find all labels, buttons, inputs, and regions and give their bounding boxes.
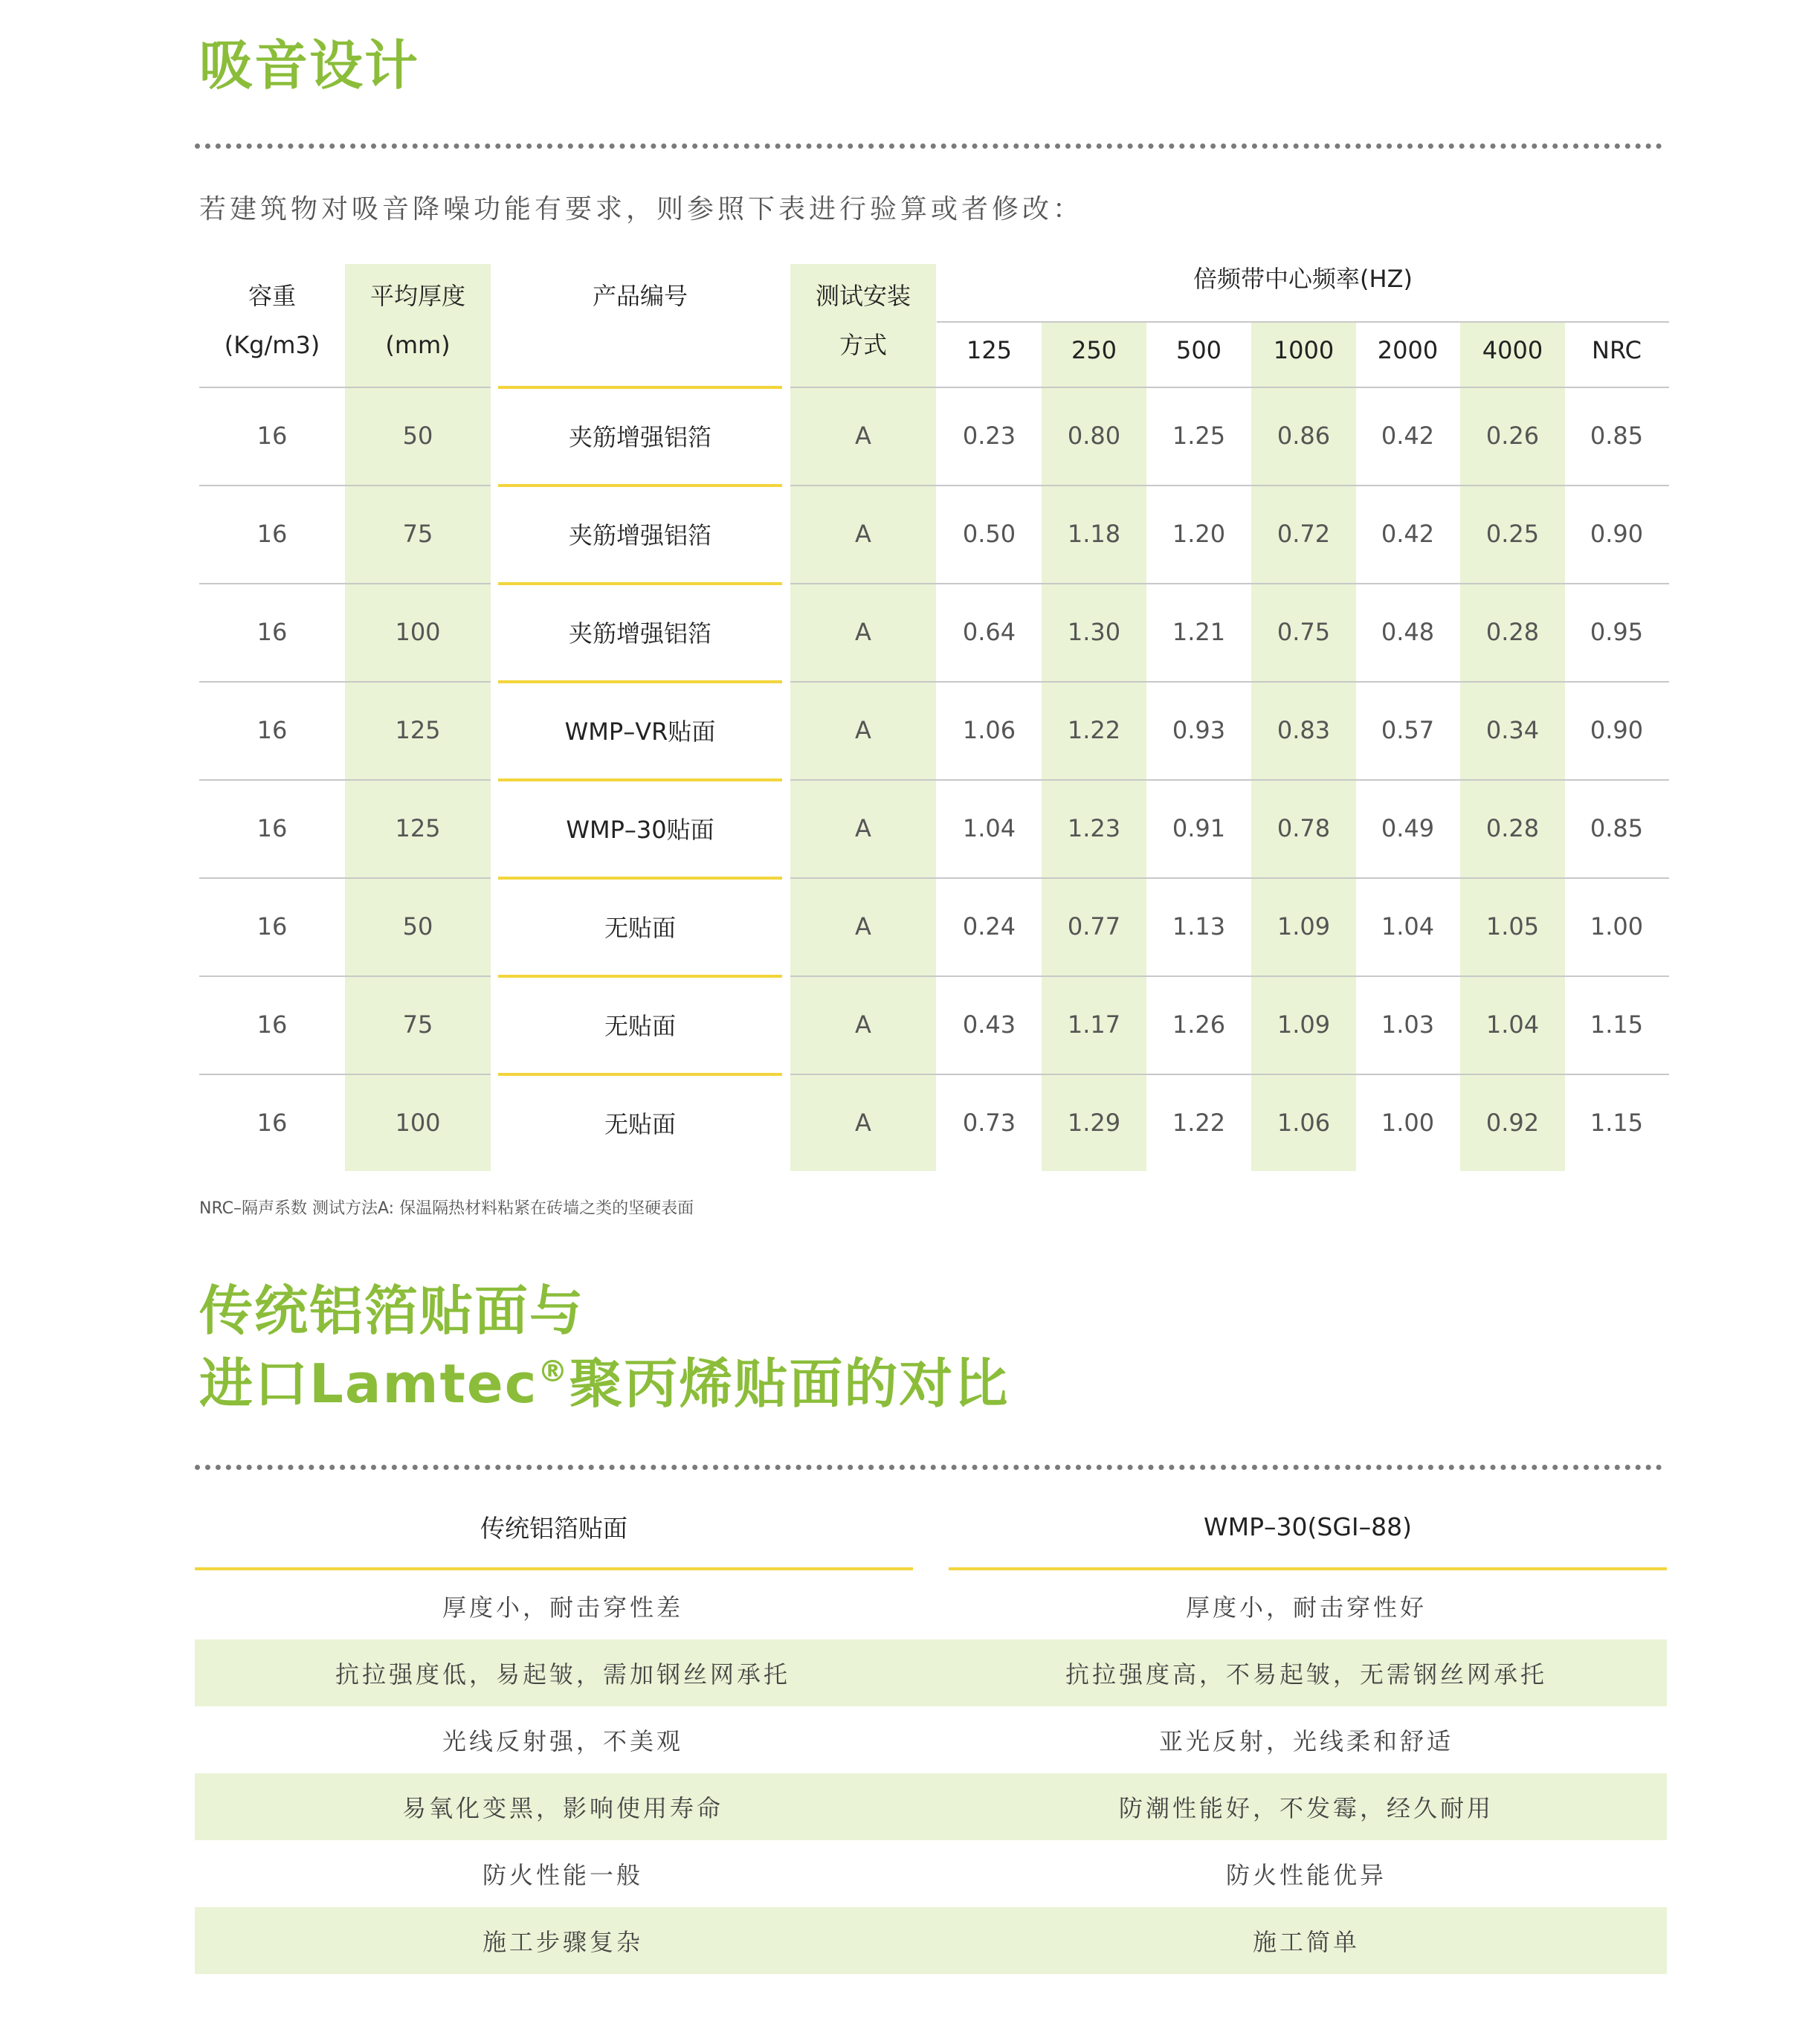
cell-product: 无贴面 (604, 1110, 676, 1138)
header-freq-2000: 2000 (1377, 336, 1439, 364)
cell-freq-250: 1.29 (1067, 1109, 1121, 1137)
header-freq-500: 500 (1175, 336, 1222, 364)
cell-freq-125: 1.06 (962, 716, 1016, 744)
header-freq-NRC: NRC (1592, 336, 1642, 364)
cell-freq-500: 1.13 (1172, 912, 1226, 941)
cell-install: A (855, 716, 871, 744)
cell-freq-2000: 1.04 (1381, 912, 1435, 941)
cell-install: A (855, 814, 871, 842)
cell-freq-4000: 0.26 (1485, 422, 1540, 450)
cell-thickness: 75 (402, 1010, 433, 1039)
dotted-divider-2 (195, 1465, 1662, 1470)
header-density-line2: (Kg/m3) (224, 331, 320, 359)
cell-freq-500: 0.91 (1172, 814, 1226, 842)
comparison-row (195, 1840, 1667, 1907)
cell-freq-4000: 1.04 (1485, 1010, 1540, 1039)
comparison-row (195, 1706, 1667, 1773)
cell-freq-NRC: 0.95 (1590, 618, 1644, 646)
comparison-cell-traditional: 光线反射强，不美观 (442, 1727, 683, 1755)
cell-density: 16 (256, 716, 288, 744)
cell-freq-500: 1.22 (1172, 1109, 1226, 1137)
comparison-cell-traditional: 施工步骤复杂 (482, 1928, 643, 1956)
cell-freq-2000: 1.03 (1381, 1010, 1435, 1039)
cell-product: 夹筋增强铝箔 (568, 619, 711, 648)
cell-thickness: 125 (395, 716, 441, 744)
cell-freq-1000: 0.86 (1277, 422, 1331, 450)
comparison-header-left: 传统铝箔贴面 (480, 1513, 627, 1543)
cell-freq-125: 0.43 (962, 1010, 1016, 1039)
cell-freq-NRC: 1.15 (1590, 1109, 1644, 1137)
cell-freq-2000: 0.48 (1381, 618, 1435, 646)
comparison-cell-lamtec: 防潮性能好，不发霉，经久耐用 (1118, 1794, 1494, 1822)
header-freq-250: 250 (1071, 336, 1117, 364)
comparison-header-right: WMP–30(SGI–88) (1204, 1512, 1412, 1541)
cell-install: A (855, 1010, 871, 1039)
cell-freq-NRC: 1.15 (1590, 1010, 1644, 1039)
header-frequency-group: 倍频带中心频率(HZ) (1193, 265, 1413, 293)
header-product: 产品编号 (592, 282, 688, 310)
comparison-cell-lamtec: 抗拉强度高，不易起皱，无需钢丝网承托 (1065, 1660, 1547, 1689)
cell-thickness: 125 (395, 814, 441, 842)
cell-thickness: 50 (402, 422, 433, 450)
cell-install: A (855, 1109, 871, 1137)
header-thickness-line1: 平均厚度 (370, 282, 465, 310)
cell-freq-500: 1.20 (1172, 520, 1226, 548)
cell-density: 16 (256, 912, 288, 941)
comparison-cell-traditional: 防火性能一般 (482, 1861, 643, 1889)
cell-install: A (855, 520, 871, 548)
cell-freq-NRC: 0.90 (1590, 520, 1644, 548)
section2-title-line2 (199, 1341, 1009, 1418)
title-suffix: 聚丙烯贴面的对比 (569, 1352, 1010, 1415)
header-freq-4000: 4000 (1482, 336, 1543, 364)
comparison-cell-lamtec: 施工简单 (1252, 1928, 1360, 1956)
comparison-cell-lamtec: 防火性能优异 (1225, 1861, 1387, 1889)
intro-text: 若建筑物对吸音降噪功能有要求，则参照下表进行验算或者修改： (199, 194, 1084, 225)
cell-freq-4000: 0.28 (1485, 618, 1540, 646)
cell-product: 无贴面 (604, 1012, 676, 1040)
cell-freq-NRC: 0.90 (1590, 716, 1644, 744)
cell-install: A (855, 422, 871, 450)
cell-freq-1000: 1.09 (1277, 1010, 1331, 1039)
comparison-row (195, 1573, 1667, 1639)
cell-density: 16 (256, 520, 288, 548)
header-underline-right (949, 1567, 1667, 1570)
cell-freq-2000: 0.42 (1381, 422, 1435, 450)
cell-freq-500: 0.93 (1172, 716, 1226, 744)
header-density-line1: 容重 (248, 282, 296, 310)
cell-freq-125: 0.73 (962, 1109, 1016, 1137)
cell-thickness: 75 (402, 520, 433, 548)
cell-product: 夹筋增强铝箔 (568, 521, 711, 549)
header-thickness-line2: (mm) (385, 331, 451, 359)
cell-freq-1000: 1.06 (1277, 1109, 1331, 1137)
comparison-cell-lamtec: 亚光反射，光线柔和舒适 (1158, 1727, 1453, 1755)
cell-freq-4000: 0.28 (1485, 814, 1540, 842)
cell-freq-1000: 1.09 (1277, 912, 1331, 941)
cell-freq-2000: 0.49 (1381, 814, 1435, 842)
comparison-cell-traditional: 厚度小，耐击穿性差 (442, 1593, 683, 1622)
cell-thickness: 100 (395, 1109, 441, 1137)
cell-freq-250: 0.77 (1067, 912, 1121, 941)
cell-freq-2000: 1.00 (1381, 1109, 1435, 1137)
cell-thickness: 50 (402, 912, 433, 941)
cell-freq-1000: 0.78 (1277, 814, 1331, 842)
cell-freq-125: 1.04 (962, 814, 1016, 842)
comparison-row (195, 1773, 1667, 1840)
cell-thickness: 100 (395, 618, 441, 646)
comparison-row (195, 1907, 1667, 1974)
cell-product: WMP–30贴面 (566, 816, 714, 844)
cell-freq-2000: 0.42 (1381, 520, 1435, 548)
cell-freq-500: 1.21 (1172, 618, 1226, 646)
cell-freq-125: 0.24 (962, 912, 1016, 941)
header-underline-left (195, 1567, 913, 1570)
header-freq-1000: 1000 (1273, 336, 1335, 364)
table-note: NRC–隔声系数 测试方法A: 保温隔热材料粘紧在砖墙之类的坚硬表面 (199, 1199, 694, 1218)
cell-freq-125: 0.50 (962, 520, 1016, 548)
cell-freq-4000: 0.34 (1485, 716, 1540, 744)
header-divider (937, 321, 1669, 323)
cell-freq-500: 1.25 (1172, 422, 1226, 450)
cell-product: 无贴面 (604, 914, 676, 942)
header-freq-125: 125 (966, 336, 1013, 364)
cell-freq-1000: 0.75 (1277, 618, 1331, 646)
cell-freq-NRC: 0.85 (1590, 814, 1644, 842)
cell-density: 16 (256, 618, 288, 646)
cell-product: WMP–VR贴面 (564, 717, 716, 746)
cell-freq-500: 1.26 (1172, 1010, 1226, 1039)
cell-install: A (855, 912, 871, 941)
cell-freq-4000: 0.25 (1485, 520, 1540, 548)
comparison-cell-lamtec: 厚度小，耐击穿性好 (1185, 1593, 1427, 1622)
section1-title: 吸音设计 (199, 34, 420, 97)
cell-freq-4000: 1.05 (1485, 912, 1540, 941)
cell-freq-250: 1.17 (1067, 1010, 1121, 1039)
cell-freq-125: 0.64 (962, 618, 1016, 646)
section2-title-line1: 传统铝箔贴面与 (199, 1280, 585, 1342)
cell-density: 16 (256, 422, 288, 450)
comparison-cell-traditional: 抗拉强度低，易起皱，需加钢丝网承托 (335, 1660, 790, 1689)
cell-freq-250: 1.23 (1067, 814, 1121, 842)
title-prefix: 进口Lamtec (199, 1352, 538, 1415)
header-install-line1: 测试安装 (815, 282, 911, 310)
cell-freq-250: 1.18 (1067, 520, 1121, 548)
cell-freq-1000: 0.83 (1277, 716, 1331, 744)
registered-mark: ® (538, 1355, 569, 1389)
cell-freq-NRC: 1.00 (1590, 912, 1644, 941)
cell-density: 16 (256, 1109, 288, 1137)
cell-density: 16 (256, 814, 288, 842)
comparison-row (195, 1639, 1667, 1706)
cell-density: 16 (256, 1010, 288, 1039)
cell-freq-250: 0.80 (1067, 422, 1121, 450)
cell-freq-4000: 0.92 (1485, 1109, 1540, 1137)
comparison-cell-traditional: 易氧化变黑，影响使用寿命 (401, 1794, 723, 1822)
header-install-line2: 方式 (839, 331, 887, 359)
cell-freq-125: 0.23 (962, 422, 1016, 450)
cell-install: A (855, 618, 871, 646)
cell-freq-2000: 0.57 (1381, 716, 1435, 744)
cell-product: 夹筋增强铝箔 (568, 423, 711, 451)
cell-freq-250: 1.30 (1067, 618, 1121, 646)
cell-freq-1000: 0.72 (1277, 520, 1331, 548)
cell-freq-250: 1.22 (1067, 716, 1121, 744)
cell-freq-NRC: 0.85 (1590, 422, 1644, 450)
